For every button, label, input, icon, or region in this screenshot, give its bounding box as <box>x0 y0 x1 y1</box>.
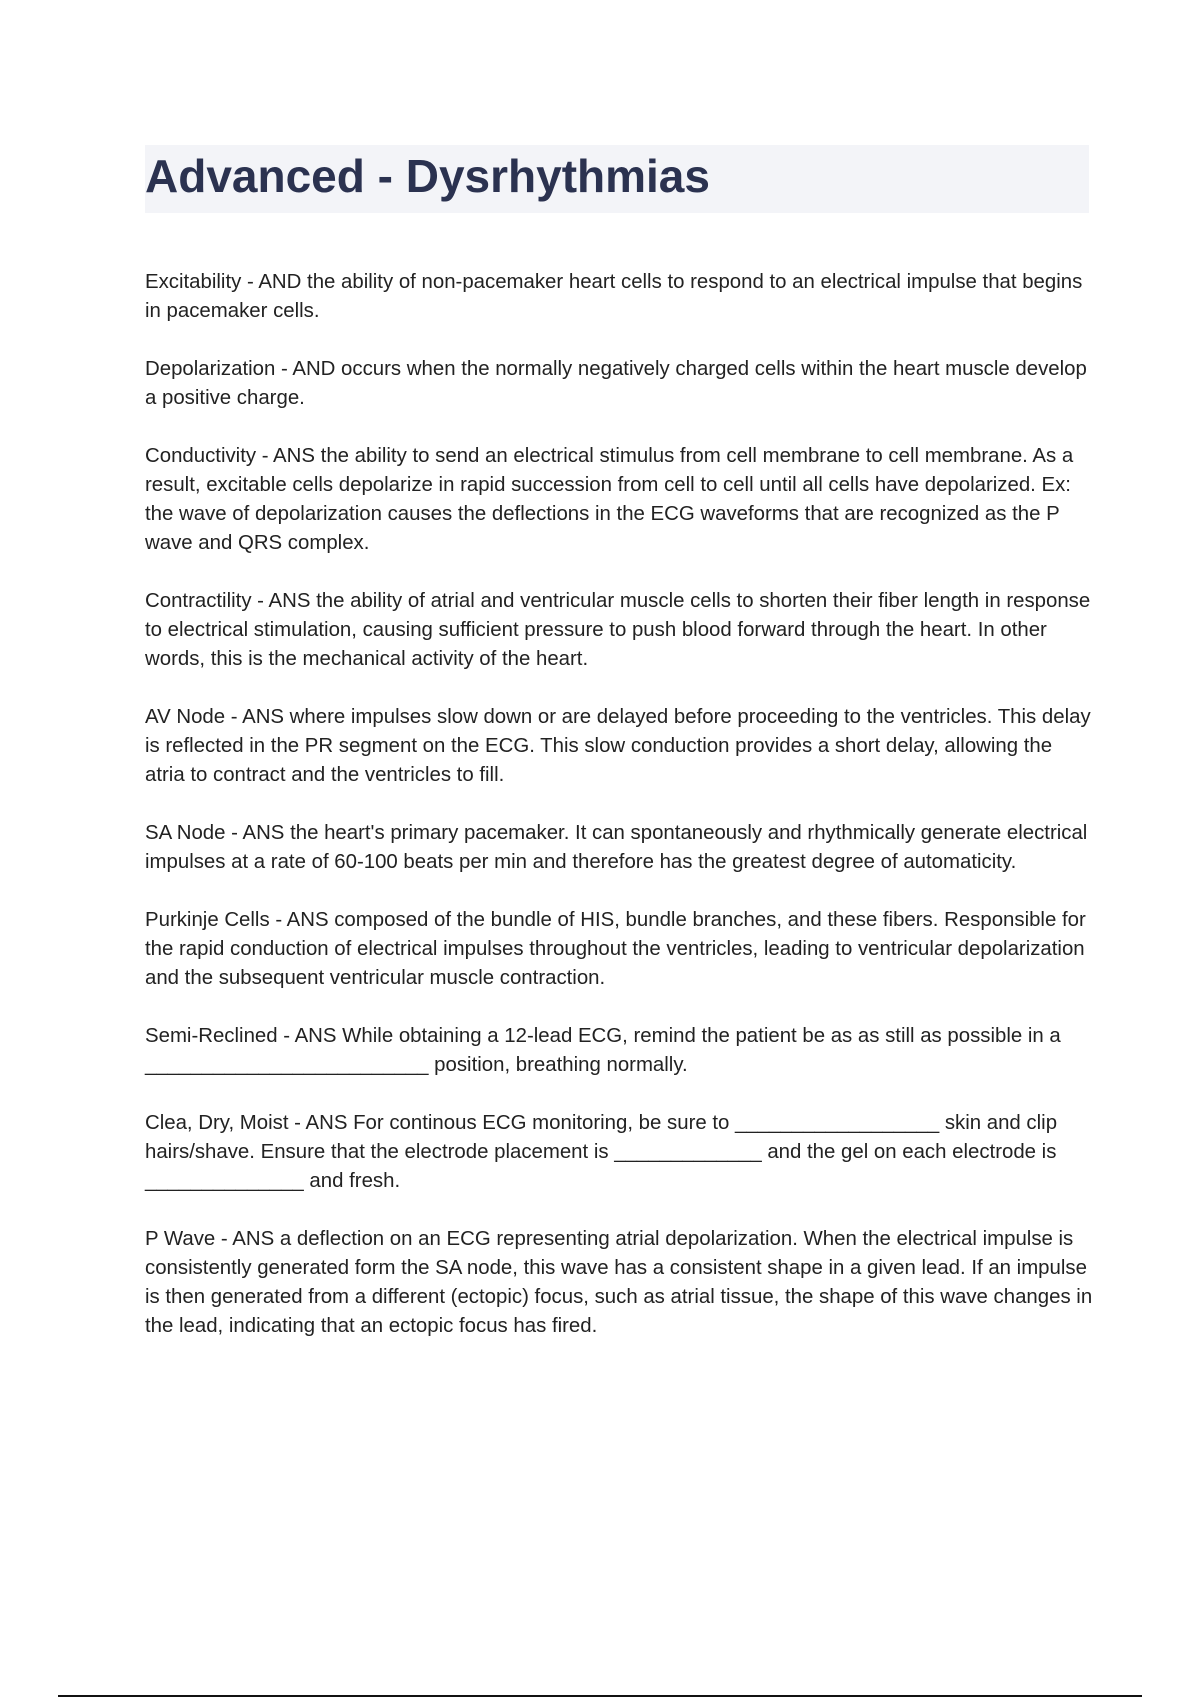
flashcard-list <box>145 268 1095 1370</box>
title-band <box>145 145 1089 213</box>
footer-divider <box>58 1695 1142 1697</box>
flashcard-entry-sa-node: SA Node - ANS the heart's primary pacemaker. It can spontaneously and rhythmically generate electrical impulses at a rate of 60-100 beats per min and therefore has the greatest degree of automaticity. <box>145 822 1088 873</box>
flashcard-entry-conductivity: Conductivity - ANS the ability to send an electrical stimulus from cell membrane to cell membrane. As a result, excitable cells depolarize in rapid succession from cell to cell until all cells have depolarized. Ex: the wave of depolarization causes the deflections in the ECG waveforms that are recognized as the P wave and QRS complex. <box>145 445 1074 554</box>
flashcard-entry-contractility: Contractility - ANS the ability of atrial and ventricular muscle cells to shorten their fiber length in response to electrical stimulation, causing sufficient pressure to push blood forward through the heart. In other words, this is the mechanical activity of the heart. <box>145 590 1091 670</box>
flashcard-entry-p-wave: P Wave - ANS a deflection on an ECG representing atrial depolarization. When the electrical impulse is consistently generated form the SA node, this wave has a consistent shape in a given lead. If an impulse is then generated from a different (ectopic) focus, such as atrial tissue, the shape of this wave changes in the lead, indicating that an ectopic focus has fired. <box>145 1228 1093 1337</box>
flashcard-entry-av-node: AV Node - ANS where impulses slow down or are delayed before proceeding to the ventricles. This delay is reflected in the PR segment on the ECG. This slow conduction provides a short delay, allowing the atria to contract and the ventricles to fill. <box>145 706 1091 786</box>
flashcard-entry-depolarization: Depolarization - AND occurs when the normally negatively charged cells within the heart muscle develop a positive charge. <box>145 358 1087 409</box>
flashcard-entry-excitability: Excitability - AND the ability of non-pacemaker heart cells to respond to an electrical impulse that begins in pacemaker cells. <box>145 271 1083 322</box>
flashcard-entry-clean-dry-moist: Clea, Dry, Moist - ANS For continous ECG monitoring, be sure to __________________ skin and clip hairs/shave. Ensure that the electrode placement is _____________ and the gel on each electrode is ______________ and fresh. <box>145 1112 1058 1192</box>
flashcard-entry-semi-reclined: Semi-Reclined - ANS While obtaining a 12-lead ECG, remind the patient be as as still as possible in a _________________________ position, breathing normally. <box>145 1025 1061 1076</box>
page-title: Advanced - Dysrhythmias <box>145 150 710 202</box>
flashcard-entry-purkinje-cells: Purkinje Cells - ANS composed of the bundle of HIS, bundle branches, and these fibers. Responsible for the rapid conduction of electrical impulses throughout the ventricles, leading to ventricular depolarization and the subsequent ventricular muscle contraction. <box>145 909 1086 989</box>
